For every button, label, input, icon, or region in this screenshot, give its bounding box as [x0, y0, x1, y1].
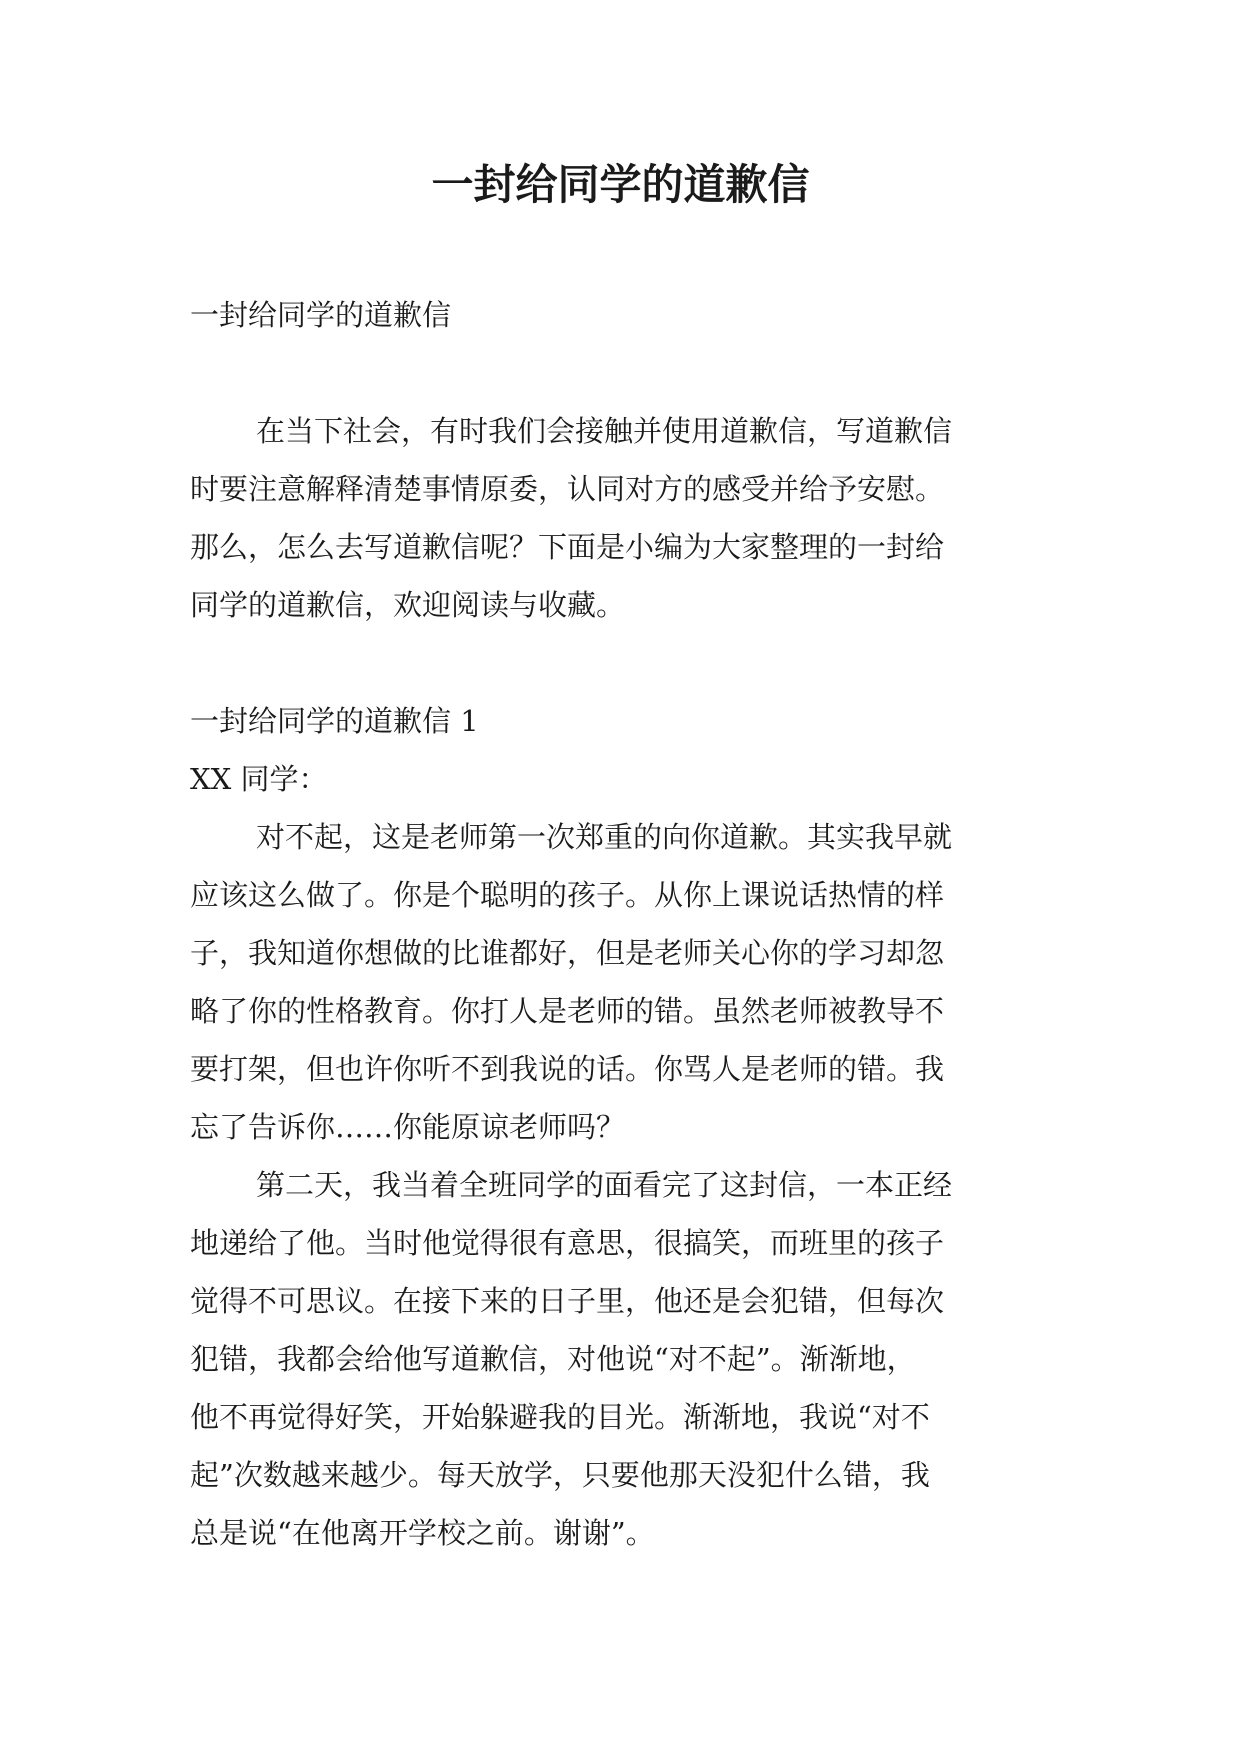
page-title: 一封给同学的道歉信 [431, 160, 810, 209]
intro-line: 同学的道歉信，欢迎阅读与收藏。 [190, 588, 626, 622]
intro-paragraph [190, 402, 1060, 634]
document-body [190, 286, 1060, 1562]
section-heading: 一封给同学的道歉信 1 [190, 704, 479, 738]
paragraph-line: 要打架，但也许你听不到我说的话。你骂人是老师的错。我 [190, 1052, 945, 1086]
spacer [190, 634, 1060, 692]
intro-line: 时要注意解释清楚事情原委，认同对方的感受并给予安慰。 [190, 472, 945, 506]
paragraph-line: 略了你的性格教育。你打人是老师的错。虽然老师被教导不 [190, 994, 945, 1028]
paragraph-line: 子，我知道你想做的比谁都好，但是老师关心你的学习却忽 [190, 936, 945, 970]
paragraph-line: 觉得不可思议。在接下来的日子里，他还是会犯错，但每次 [190, 1284, 945, 1318]
paragraph-line: 应该这么做了。你是个聪明的孩子。从你上课说话热情的样 [190, 878, 945, 912]
paragraph-line: 犯错，我都会给他写道歉信，对他说“对不起”。渐渐地， [190, 1342, 916, 1376]
paragraph-line: 地递给了他。当时他觉得很有意思，很搞笑，而班里的孩子 [190, 1226, 945, 1260]
letter-paragraph-2 [190, 1156, 1060, 1562]
paragraph-line: 第二天，我当着全班同学的面看完了这封信，一本正经 [256, 1168, 953, 1202]
paragraph-line: 忘了告诉你……你能原谅老师吗？ [190, 1110, 626, 1144]
salutation: XX 同学： [190, 762, 328, 796]
paragraph-line: 起”次数越来越少。每天放学，只要他那天没犯什么错，我 [190, 1458, 930, 1492]
paragraph-line: 对不起，这是老师第一次郑重的向你道歉。其实我早就 [256, 820, 953, 854]
intro-line: 在当下社会，有时我们会接触并使用道歉信，写道歉信 [256, 414, 953, 448]
subtitle: 一封给同学的道歉信 [190, 298, 452, 332]
paragraph-line: 他不再觉得好笑，开始躲避我的目光。渐渐地，我说“对不 [190, 1400, 930, 1434]
intro-line: 那么，怎么去写道歉信呢？下面是小编为大家整理的一封给 [190, 530, 945, 564]
spacer [190, 344, 1060, 402]
letter-paragraph-1 [190, 808, 1060, 1156]
paragraph-line: 总是说“在他离开学校之前。谢谢”。 [190, 1516, 655, 1550]
